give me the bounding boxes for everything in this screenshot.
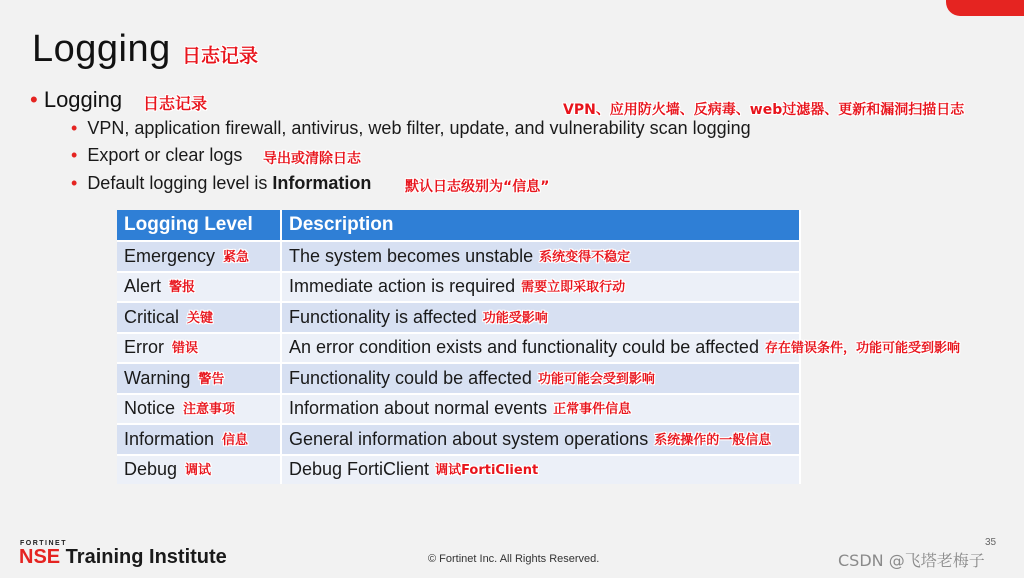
table-row — [117, 363, 800, 394]
bullet-dot-icon: • — [30, 87, 38, 112]
table-row — [117, 241, 800, 272]
level-annotation: 信息 — [222, 432, 249, 448]
level-annotation: 警报 — [169, 280, 196, 296]
level-cell — [117, 302, 281, 333]
level-label: Notice — [124, 398, 176, 419]
level-label: Information — [124, 428, 215, 449]
level-cell — [117, 333, 281, 364]
description-cell — [281, 302, 800, 333]
table-row — [117, 302, 800, 333]
description-annotation: 正常事件信息 — [553, 402, 632, 418]
description-cell — [281, 333, 960, 364]
bullet-dot-icon: • — [71, 173, 78, 193]
description-cell — [281, 241, 800, 272]
sub-bullet-text: Default logging level is — [87, 173, 273, 193]
description-annotation: 存在错误条件，功能可能受到影响 — [764, 341, 960, 357]
table-body — [117, 241, 960, 484]
main-bullet-label: Logging — [43, 87, 123, 112]
header-logging-level: Logging Level — [117, 210, 281, 241]
description-annotation: 调试FortiClient — [435, 463, 539, 479]
main-bullet — [30, 87, 122, 113]
level-cell — [117, 394, 281, 425]
sub-bullet-text: Export or clear logs — [87, 145, 243, 165]
slide-title: Logging — [32, 28, 171, 70]
copyright-text: © Fortinet Inc. All Rights Reserved. — [428, 553, 600, 565]
description-cell — [281, 394, 800, 425]
description-text: Functionality is affected — [289, 306, 477, 327]
table-row — [117, 424, 800, 455]
logging-level-table — [117, 210, 960, 484]
description-cell — [281, 424, 800, 455]
description-text: Debug FortiClient — [289, 459, 430, 480]
level-label: Error — [124, 337, 164, 358]
side-annotation: VPN、应用防火墙、反病毒、web过滤器、更新和漏洞扫描日志 — [563, 102, 965, 118]
sub-bullet-bold: Information — [272, 173, 372, 193]
watermark: CSDN @飞塔老梅子 — [838, 551, 985, 570]
header-description: Description — [281, 210, 800, 241]
level-cell — [117, 272, 281, 303]
description-annotation: 系统变得不稳定 — [539, 249, 631, 265]
level-label: Debug — [124, 459, 178, 480]
main-bullet-annotation: 日志记录 — [143, 94, 208, 113]
level-annotation: 调试 — [185, 463, 212, 479]
level-cell — [117, 424, 281, 455]
level-annotation: 关键 — [187, 310, 214, 326]
level-annotation: 警告 — [198, 371, 225, 387]
table-row — [117, 455, 800, 485]
description-annotation: 系统操作的一般信息 — [654, 432, 772, 448]
sub-bullet-2-annotation: 导出或清除日志 — [263, 151, 361, 167]
description-text: Functionality could be affected — [289, 367, 532, 388]
level-label: Emergency — [124, 245, 216, 266]
table-row — [117, 333, 800, 364]
description-annotation: 需要立即采取行动 — [521, 280, 626, 296]
description-cell — [281, 455, 800, 485]
table-row — [117, 272, 800, 303]
description-cell — [281, 363, 800, 394]
level-label: Critical — [124, 306, 180, 327]
level-cell — [117, 455, 281, 485]
corner-accent-tab — [946, 0, 1024, 16]
description-text: An error condition exists and functionality could be affected — [289, 337, 759, 358]
nse-logo-text: Training Institute — [60, 546, 227, 568]
nse-logo-mark: NSE — [19, 546, 61, 568]
sub-bullet-3-annotation: 默认日志级别为“信息” — [405, 179, 550, 195]
sub-bullet-text: VPN, application firewall, antivirus, web filter, update, and vulnerability scan logging — [87, 118, 751, 138]
description-text: The system becomes unstable — [289, 245, 534, 266]
sub-bullet-3 — [71, 173, 371, 194]
fortinet-wordmark: FORTINET — [20, 540, 67, 547]
page-number: 35 — [985, 537, 997, 548]
level-annotation: 紧急 — [223, 249, 250, 265]
description-cell — [281, 272, 800, 303]
nse-logo — [19, 546, 227, 569]
description-annotation: 功能可能会受到影响 — [537, 371, 655, 387]
description-text: Immediate action is required — [289, 276, 516, 297]
table-header-row — [117, 210, 800, 241]
table-row — [117, 394, 800, 425]
level-label: Warning — [124, 367, 191, 388]
sub-bullet-2 — [71, 145, 242, 166]
level-cell — [117, 363, 281, 394]
level-cell — [117, 241, 281, 272]
sub-bullet-1 — [71, 118, 751, 139]
bullet-dot-icon: • — [71, 118, 78, 138]
bullet-dot-icon: • — [71, 145, 78, 165]
level-annotation: 注意事项 — [183, 402, 236, 418]
slide-title-annotation: 日志记录 — [182, 45, 259, 67]
level-label: Alert — [124, 276, 162, 297]
description-text: General information about system operations — [289, 428, 649, 449]
description-text: Information about normal events — [289, 398, 548, 419]
description-annotation: 功能受影响 — [482, 310, 548, 326]
level-annotation: 错误 — [172, 341, 199, 357]
